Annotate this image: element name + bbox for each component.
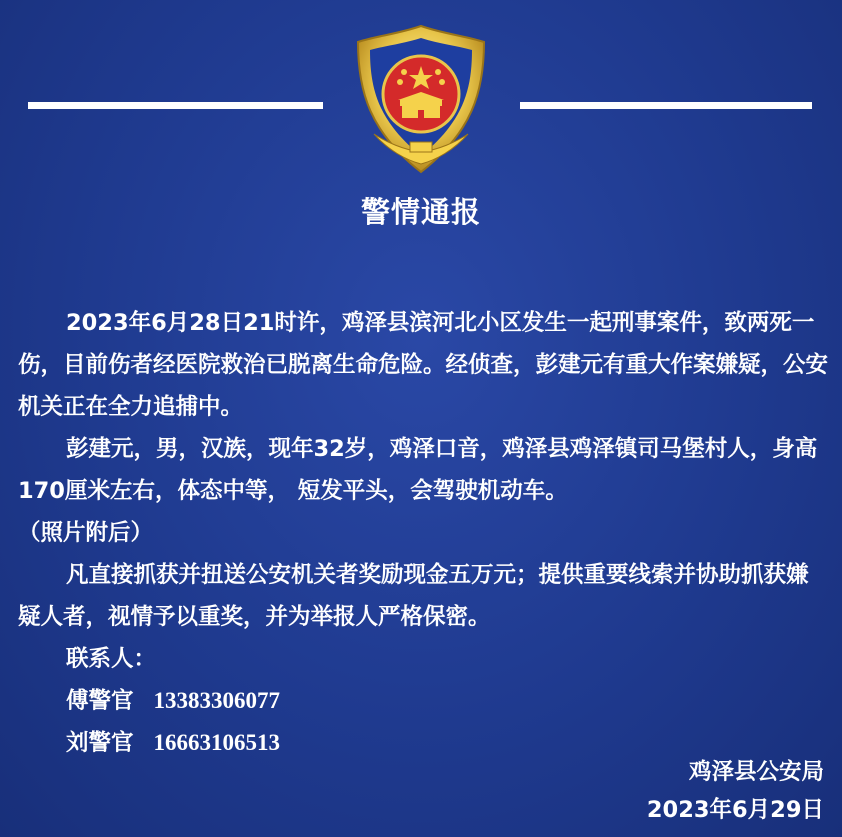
- paragraph-suspect: 彭建元，男，汉族，现年32岁，鸡泽口音，鸡泽县鸡泽镇司马堡村人，身高 170厘米左右，体态中等， 短发平头，会驾驶机动车。: [18, 436, 818, 504]
- photo-note: （照片附后）: [18, 520, 154, 546]
- contact-phone: 16663106513: [153, 730, 281, 755]
- police-emblem-icon: [348, 22, 494, 180]
- contact-name: 傅警官: [66, 688, 134, 714]
- divider-right: [520, 102, 812, 109]
- paragraph-incident: 2023年6月28日21时许，鸡泽县滨河北小区发生一起刑事案件，致两死一伤，目前伤者经医院救治已脱离生命危险。经侦查，彭建元有重大作案嫌疑，公安机关正在全力追捕中。: [18, 310, 829, 420]
- signature-org: 鸡泽县公安局: [688, 759, 824, 785]
- contact-phone: 13383306077: [153, 688, 281, 713]
- signature-date: 2023年6月29日: [646, 797, 824, 823]
- contact-label: 联系人：: [66, 646, 157, 672]
- notice-body: [18, 302, 828, 764]
- contact-row: [18, 680, 828, 722]
- paragraph-reward: 凡直接抓获并扭送公安机关者奖励现金五万元；提供重要线索并协助抓获嫌疑人者，视情予以重奖，并为举报人严格保密。: [18, 562, 809, 630]
- contact-name: 刘警官: [66, 730, 134, 756]
- page-title: 警情通报: [360, 195, 481, 229]
- divider-left: [28, 102, 323, 109]
